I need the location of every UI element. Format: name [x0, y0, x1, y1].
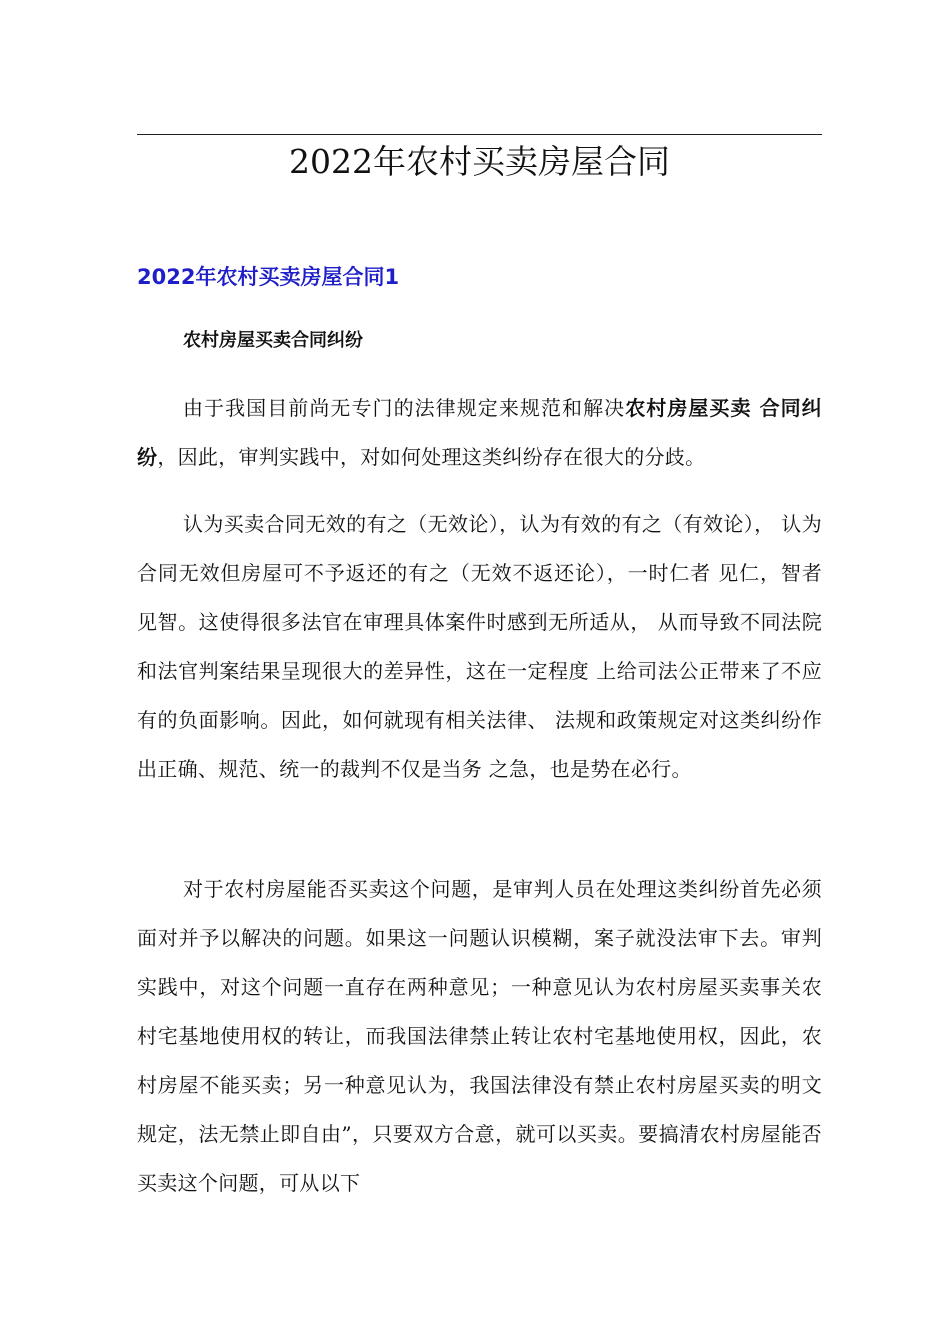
- document-title: 2022年农村买卖房屋合同: [289, 142, 670, 181]
- paragraph-question: 对于农村房屋能否买卖这个问题，是审判人员在处理这类纠纷首先必须面对并予以解决的问题。如果这一问题认识模糊，案子就没法审下去。审判实践中，对这个问题一直存在两种意见；一种意见认为农村房屋买卖事关农村宅基地使用权的转让，而我国法律禁止转让农村宅基地使用权，因此，农村房屋不能买卖；另一种意见认为，我国法律没有禁止农村房屋买卖的明文规定，法无禁止即自由”，只要双方合意，就可以买卖。要搞清农村房屋能否买卖这个问题，可从以下: [137, 877, 822, 1195]
- paragraph-intro-tail: ，因此，审判实践中，对如何处理这类纠纷存在很大的分歧。: [157, 445, 706, 469]
- sub-heading: 农村房屋买卖合同纠纷: [183, 330, 363, 351]
- section-heading: 2022年农村买卖房屋合同1: [137, 265, 400, 289]
- paragraph-intro-text: 由于我国目前尚无专门的法律规定来规范和解决: [183, 396, 626, 420]
- paragraph-intro-emphasis: 农村房屋买卖 合同纠纷: [137, 396, 822, 469]
- paragraph-intro: [137, 384, 822, 482]
- paragraph-opinions: 认为买卖合同无效的有之（无效论），认为有效的有之（有效论）， 认为合同无效但房屋可不予返还的有之（无效不返还论），一时仁者 见仁，智者见智。这使得很多法官在审理具体案件时感到无所适从， 从而导致不同法院和法官判案结果呈现很大的差异性，这在一定程度 上给司法公正带来了不应有的负面影响。因此，如何就现有相关法律、 法规和政策规定对这类纠纷作出正确、规范、统一的裁判不仅是当务 之急，也是势在必行。: [137, 512, 822, 781]
- header-rule: [137, 134, 822, 135]
